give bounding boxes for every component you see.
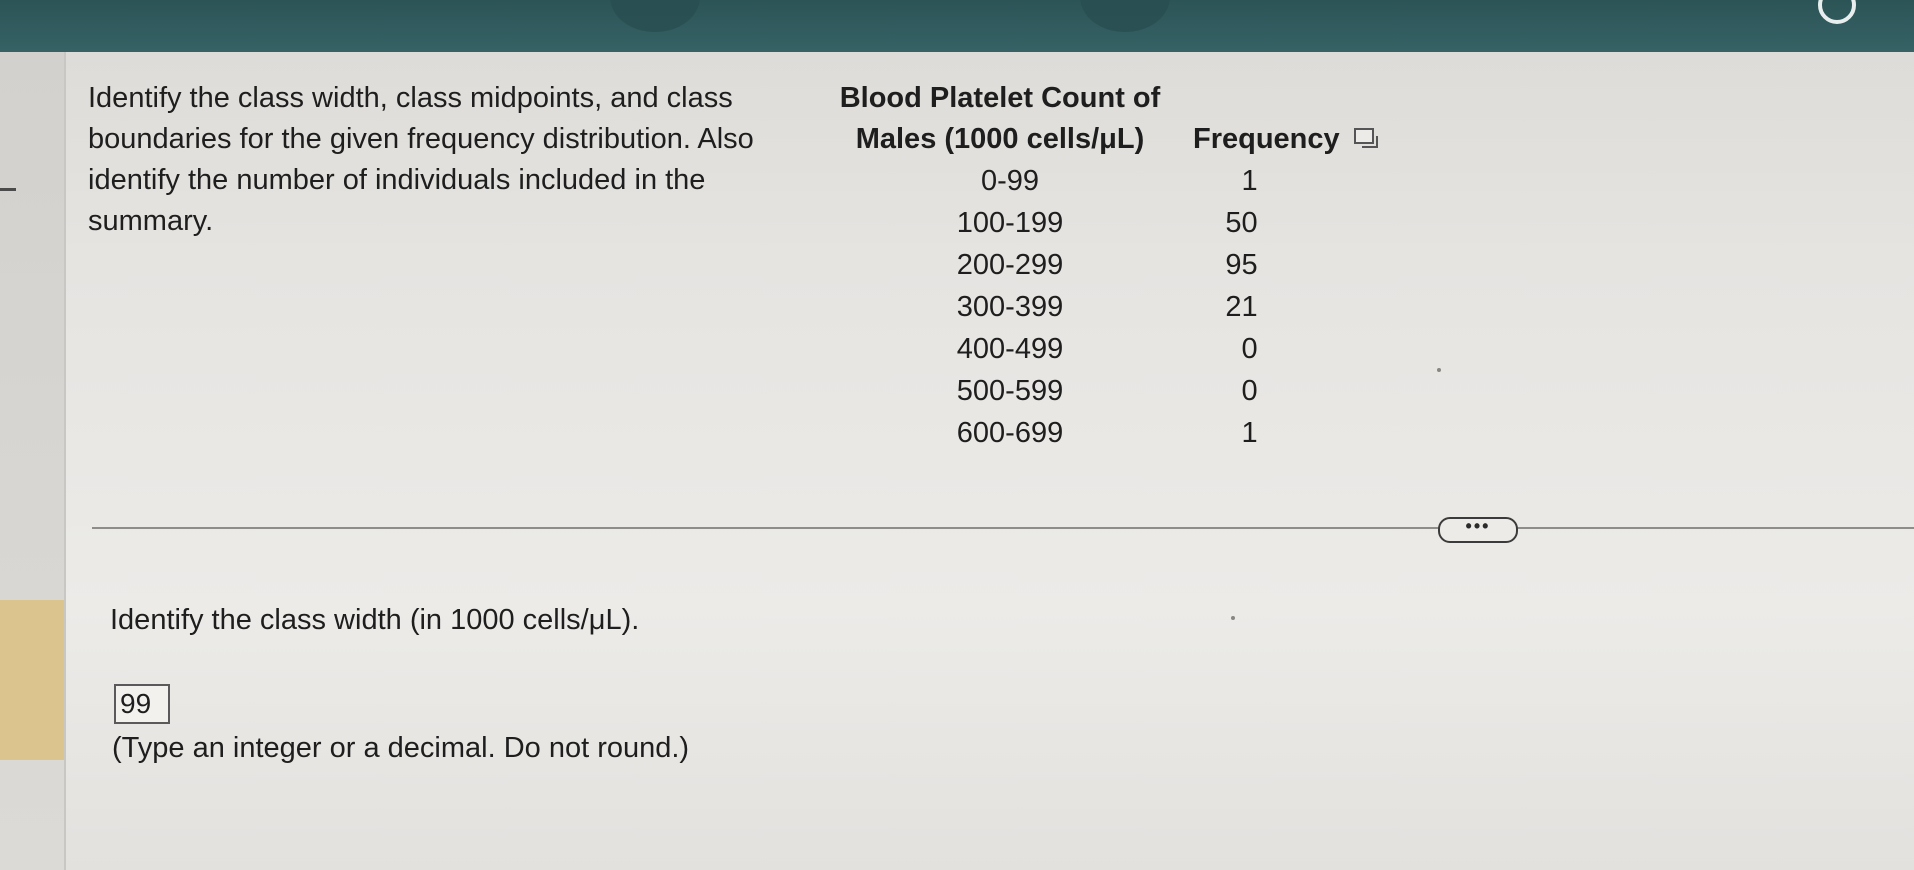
answer-hint: (Type an integer or a decimal. Do not round.)	[112, 732, 690, 764]
class-cell: 200-299	[956, 249, 1064, 281]
table-row	[815, 412, 1380, 454]
class-cell: 500-599	[956, 375, 1064, 407]
table-header-class-line1: Blood Platelet Count of	[839, 82, 1161, 114]
expand-more-button[interactable]	[1438, 517, 1518, 543]
top-app-bar	[0, 0, 1914, 52]
frequency-table	[815, 78, 1380, 454]
topbar-decoration	[1080, 0, 1170, 32]
answer-input[interactable]	[114, 684, 170, 724]
frequency-cell: 95	[1225, 249, 1258, 281]
section-divider	[92, 527, 1914, 529]
table-row	[815, 202, 1380, 244]
sidebar-active-indicator[interactable]	[0, 600, 64, 760]
left-sidebar	[0, 52, 66, 870]
question-prompt: Identify the class width, class midpoints, and class boundaries for the given frequency distribution. Also identify the number of individuals included in the summary.	[88, 82, 754, 237]
frequency-cell: 50	[1225, 207, 1258, 239]
class-cell: 300-399	[956, 291, 1064, 323]
sub-question-text: Identify the class width (in 1000 cells/μL).	[110, 604, 640, 636]
frequency-cell: 0	[1241, 333, 1258, 365]
screen-speck	[1437, 368, 1441, 372]
class-cell: 100-199	[956, 207, 1064, 239]
frequency-cell: 21	[1225, 291, 1258, 323]
table-row	[815, 286, 1380, 328]
table-header-class-line2: Males (1000 cells/μL)	[855, 123, 1145, 155]
frequency-cell: 1	[1241, 417, 1258, 449]
frequency-cell: 1	[1241, 165, 1258, 197]
table-row	[815, 160, 1380, 202]
circle-icon[interactable]	[1818, 0, 1856, 24]
table-row	[815, 370, 1380, 412]
collapse-tick-icon[interactable]	[0, 188, 16, 191]
copy-icon[interactable]	[1354, 128, 1380, 150]
class-cell: 400-499	[956, 333, 1064, 365]
class-cell: 0-99	[980, 165, 1040, 197]
topbar-decoration	[610, 0, 700, 32]
table-header-class	[815, 78, 1185, 160]
frequency-cell: 0	[1241, 375, 1258, 407]
class-cell: 600-699	[956, 417, 1064, 449]
table-row	[815, 328, 1380, 370]
ellipsis-icon: •••	[1465, 516, 1491, 536]
screen-speck	[1231, 616, 1235, 620]
table-header-frequency	[1185, 78, 1380, 160]
table-header-frequency-label: Frequency	[1193, 123, 1340, 155]
table-row	[815, 244, 1380, 286]
